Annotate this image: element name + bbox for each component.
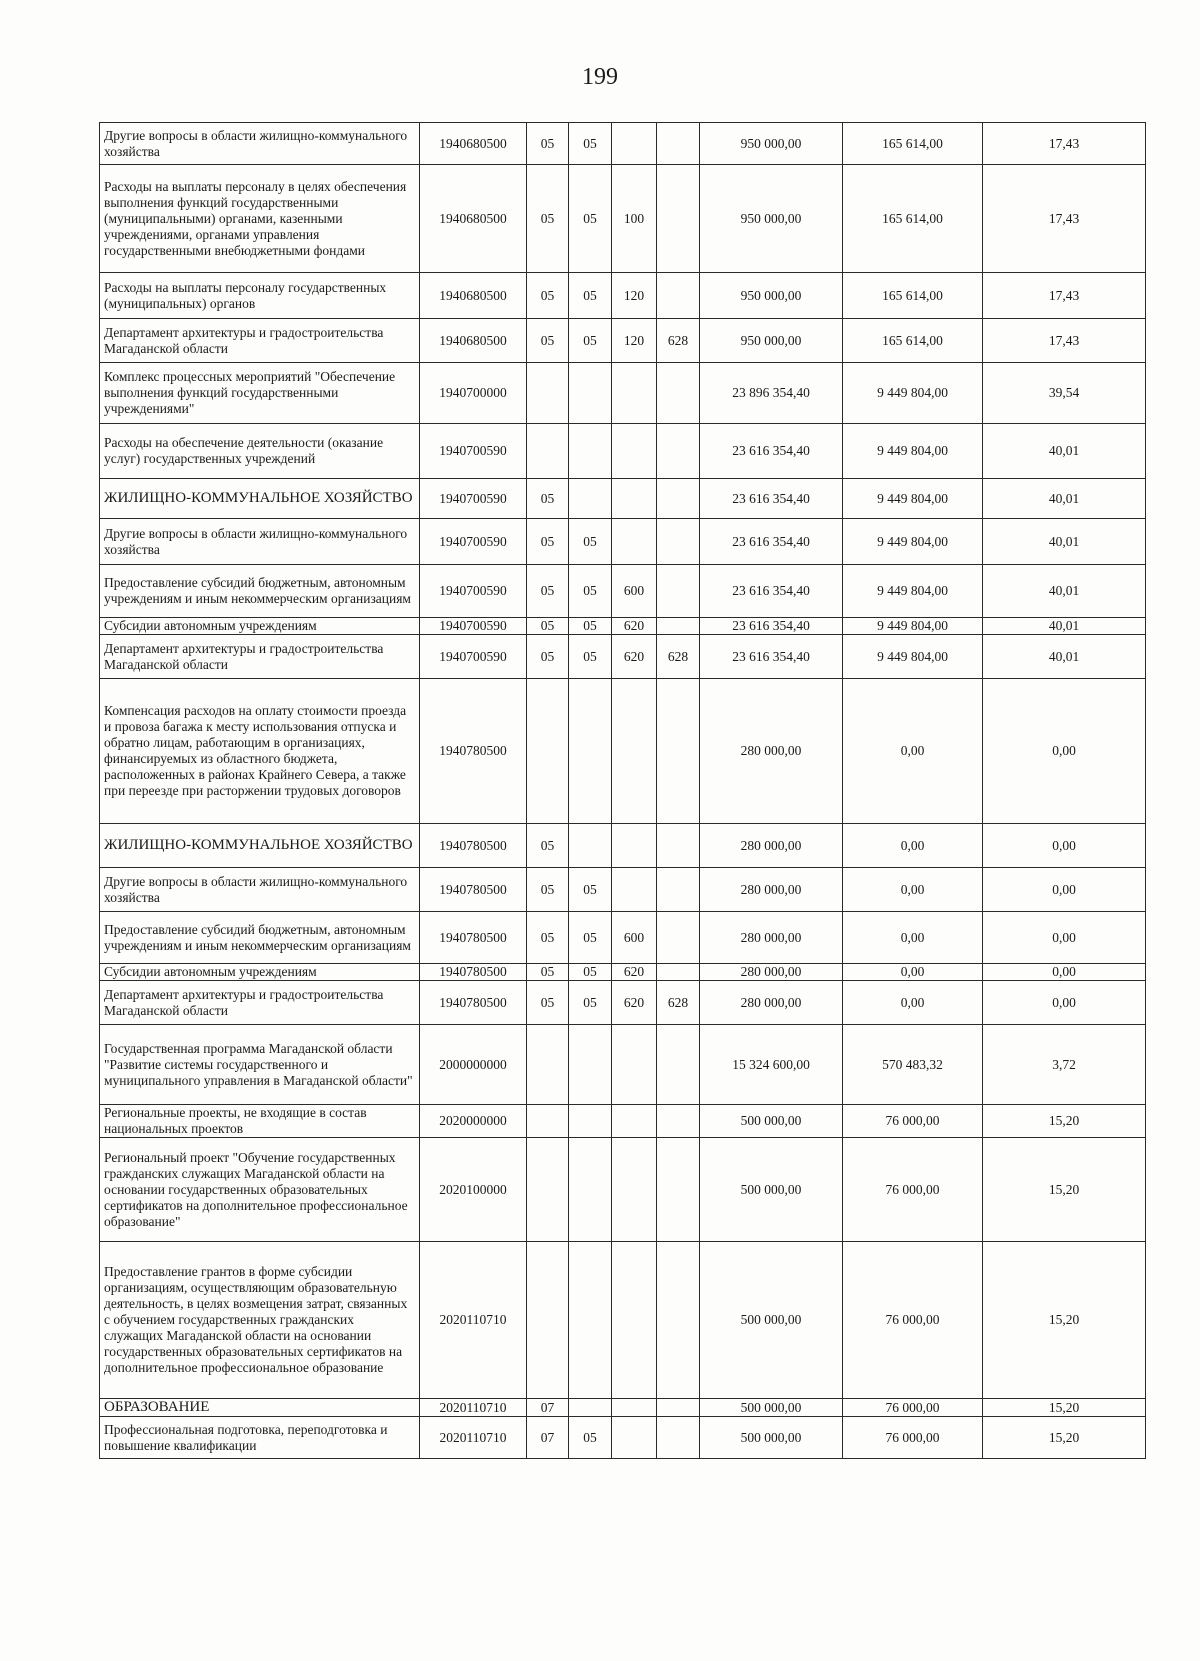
row-target-code: 1940780500 (420, 824, 527, 868)
table-row (100, 868, 1146, 912)
row-fact-amount: 9 449 804,00 (843, 363, 983, 424)
row-section (527, 1242, 569, 1399)
row-name: Комплекс процессных мероприятий "Обеспечение выполнения функций государственными учреждениями" (100, 363, 420, 424)
row-expense-type (612, 479, 657, 519)
row-name: Расходы на выплаты персоналу государственных (муниципальных) органов (100, 273, 420, 319)
row-fact-amount: 165 614,00 (843, 273, 983, 319)
row-admin-code (657, 273, 700, 319)
row-subsection (569, 1105, 612, 1138)
row-subsection (569, 824, 612, 868)
row-percent: 40,01 (983, 635, 1146, 679)
row-percent: 17,43 (983, 273, 1146, 319)
row-fact-amount: 165 614,00 (843, 319, 983, 363)
row-target-code: 2020110710 (420, 1399, 527, 1417)
row-subsection (569, 1399, 612, 1417)
row-fact-amount: 76 000,00 (843, 1105, 983, 1138)
row-subsection: 05 (569, 912, 612, 964)
row-percent: 0,00 (983, 868, 1146, 912)
row-fact-amount: 9 449 804,00 (843, 565, 983, 618)
row-name: Другие вопросы в области жилищно-коммунального хозяйства (100, 123, 420, 165)
row-subsection (569, 479, 612, 519)
row-admin-code (657, 424, 700, 479)
row-admin-code (657, 363, 700, 424)
row-plan-amount: 23 896 354,40 (700, 363, 843, 424)
row-plan-amount: 950 000,00 (700, 165, 843, 273)
row-name: Другие вопросы в области жилищно-коммунального хозяйства (100, 519, 420, 565)
table-row (100, 824, 1146, 868)
row-admin-code (657, 519, 700, 565)
row-section: 05 (527, 319, 569, 363)
table-row (100, 635, 1146, 679)
row-plan-amount: 23 616 354,40 (700, 618, 843, 635)
row-subsection: 05 (569, 565, 612, 618)
row-admin-code (657, 1138, 700, 1242)
row-fact-amount: 76 000,00 (843, 1417, 983, 1459)
row-expense-type (612, 1242, 657, 1399)
row-expense-type: 120 (612, 319, 657, 363)
table-row (100, 273, 1146, 319)
row-name: Предоставление субсидий бюджетным, автономным учреждениям и иным некоммерческим организациям (100, 912, 420, 964)
row-percent: 17,43 (983, 165, 1146, 273)
table-row (100, 319, 1146, 363)
row-subsection (569, 679, 612, 824)
row-fact-amount: 0,00 (843, 981, 983, 1025)
row-section (527, 363, 569, 424)
row-name: Профессиональная подготовка, переподготовка и повышение квалификации (100, 1417, 420, 1459)
row-section: 05 (527, 964, 569, 981)
row-target-code: 1940780500 (420, 981, 527, 1025)
row-expense-type: 620 (612, 981, 657, 1025)
table-row (100, 964, 1146, 981)
row-subsection: 05 (569, 519, 612, 565)
row-subsection (569, 1025, 612, 1105)
row-percent: 0,00 (983, 824, 1146, 868)
row-plan-amount: 23 616 354,40 (700, 424, 843, 479)
row-name: Другие вопросы в области жилищно-коммунального хозяйства (100, 868, 420, 912)
row-target-code: 1940680500 (420, 165, 527, 273)
row-fact-amount: 9 449 804,00 (843, 519, 983, 565)
row-admin-code (657, 1105, 700, 1138)
row-section (527, 1025, 569, 1105)
table-row (100, 165, 1146, 273)
row-fact-amount: 0,00 (843, 912, 983, 964)
row-plan-amount: 280 000,00 (700, 912, 843, 964)
row-admin-code (657, 1399, 700, 1417)
row-percent: 0,00 (983, 981, 1146, 1025)
table-row (100, 1417, 1146, 1459)
row-admin-code: 628 (657, 635, 700, 679)
row-plan-amount: 500 000,00 (700, 1105, 843, 1138)
row-target-code: 1940780500 (420, 964, 527, 981)
row-section: 05 (527, 519, 569, 565)
row-admin-code (657, 1417, 700, 1459)
row-section: 05 (527, 635, 569, 679)
row-percent: 15,20 (983, 1242, 1146, 1399)
row-plan-amount: 280 000,00 (700, 868, 843, 912)
row-expense-type (612, 1105, 657, 1138)
row-subsection: 05 (569, 868, 612, 912)
row-name: Департамент архитектуры и градостроительства Магаданской области (100, 635, 420, 679)
row-name: ЖИЛИЩНО-КОММУНАЛЬНОЕ ХОЗЯЙСТВО (100, 479, 420, 519)
row-expense-type: 620 (612, 964, 657, 981)
row-expense-type: 120 (612, 273, 657, 319)
row-subsection: 05 (569, 319, 612, 363)
row-fact-amount: 0,00 (843, 679, 983, 824)
row-fact-amount: 9 449 804,00 (843, 424, 983, 479)
row-expense-type (612, 824, 657, 868)
row-subsection: 05 (569, 635, 612, 679)
row-percent: 0,00 (983, 679, 1146, 824)
row-admin-code (657, 479, 700, 519)
row-target-code: 1940700590 (420, 424, 527, 479)
table-row (100, 479, 1146, 519)
row-admin-code (657, 1242, 700, 1399)
table-row (100, 565, 1146, 618)
row-plan-amount: 23 616 354,40 (700, 519, 843, 565)
row-target-code: 1940780500 (420, 912, 527, 964)
row-plan-amount: 280 000,00 (700, 981, 843, 1025)
row-percent: 0,00 (983, 912, 1146, 964)
row-subsection (569, 1138, 612, 1242)
row-subsection (569, 1242, 612, 1399)
row-name: Региональный проект "Обучение государственных гражданских служащих Магаданской области на основании государственных образовательных сертификатов на дополнительное профессиональное образование" (100, 1138, 420, 1242)
row-plan-amount: 500 000,00 (700, 1242, 843, 1399)
row-target-code: 1940700590 (420, 519, 527, 565)
row-expense-type (612, 424, 657, 479)
row-subsection: 05 (569, 618, 612, 635)
row-expense-type: 600 (612, 565, 657, 618)
row-section: 07 (527, 1399, 569, 1417)
row-target-code: 2020110710 (420, 1417, 527, 1459)
row-section: 07 (527, 1417, 569, 1459)
row-admin-code (657, 1025, 700, 1105)
row-percent: 40,01 (983, 519, 1146, 565)
row-admin-code (657, 679, 700, 824)
row-fact-amount: 76 000,00 (843, 1242, 983, 1399)
row-target-code: 2020000000 (420, 1105, 527, 1138)
row-fact-amount: 0,00 (843, 964, 983, 981)
row-section: 05 (527, 273, 569, 319)
row-name: Предоставление грантов в форме субсидии организациям, осуществляющим образовательную деятельность, в целях возмещения затрат, связанных с обучением государственных гражданских служащих Магаданской области на основании государственных образовательных сертификатов на дополнительное профессиональное образование (100, 1242, 420, 1399)
row-target-code: 1940700590 (420, 618, 527, 635)
row-section: 05 (527, 565, 569, 618)
row-fact-amount: 9 449 804,00 (843, 479, 983, 519)
row-plan-amount: 500 000,00 (700, 1138, 843, 1242)
row-subsection: 05 (569, 964, 612, 981)
row-plan-amount: 500 000,00 (700, 1399, 843, 1417)
row-target-code: 1940700590 (420, 565, 527, 618)
row-section: 05 (527, 479, 569, 519)
row-admin-code (657, 165, 700, 273)
row-name: Компенсация расходов на оплату стоимости проезда и провоза багажа к месту использования отпуска и обратно лицам, работающим в организациях, финансируемых из областного бюджета, расположенных в районах Крайнего Севера, а также при переезде при расторжении трудовых договоров (100, 679, 420, 824)
row-plan-amount: 500 000,00 (700, 1417, 843, 1459)
row-admin-code (657, 618, 700, 635)
row-admin-code: 628 (657, 981, 700, 1025)
row-target-code: 1940680500 (420, 319, 527, 363)
row-name: Субсидии автономным учреждениям (100, 964, 420, 981)
table-row (100, 1138, 1146, 1242)
row-admin-code (657, 123, 700, 165)
row-target-code: 1940700590 (420, 635, 527, 679)
row-expense-type: 100 (612, 165, 657, 273)
row-fact-amount: 0,00 (843, 868, 983, 912)
row-section: 05 (527, 824, 569, 868)
row-target-code: 1940680500 (420, 273, 527, 319)
row-percent: 3,72 (983, 1025, 1146, 1105)
row-plan-amount: 950 000,00 (700, 123, 843, 165)
row-section (527, 1105, 569, 1138)
table-row (100, 1242, 1146, 1399)
row-name: Государственная программа Магаданской области "Развитие системы государственного и муниципального управления в Магаданской области" (100, 1025, 420, 1105)
row-subsection: 05 (569, 123, 612, 165)
table-row (100, 123, 1146, 165)
row-plan-amount: 23 616 354,40 (700, 479, 843, 519)
row-fact-amount: 9 449 804,00 (843, 635, 983, 679)
row-target-code: 1940700000 (420, 363, 527, 424)
row-expense-type: 600 (612, 912, 657, 964)
row-subsection: 05 (569, 1417, 612, 1459)
row-expense-type (612, 123, 657, 165)
row-fact-amount: 570 483,32 (843, 1025, 983, 1105)
table-row (100, 1105, 1146, 1138)
row-percent: 40,01 (983, 618, 1146, 635)
row-subsection: 05 (569, 981, 612, 1025)
row-percent: 15,20 (983, 1399, 1146, 1417)
row-expense-type (612, 363, 657, 424)
page-number: 199 (582, 64, 618, 90)
row-expense-type (612, 1399, 657, 1417)
row-percent: 15,20 (983, 1138, 1146, 1242)
row-percent: 15,20 (983, 1105, 1146, 1138)
row-plan-amount: 23 616 354,40 (700, 565, 843, 618)
row-target-code: 1940680500 (420, 123, 527, 165)
row-fact-amount: 76 000,00 (843, 1399, 983, 1417)
row-admin-code: 628 (657, 319, 700, 363)
row-target-code: 2020100000 (420, 1138, 527, 1242)
row-target-code: 1940780500 (420, 868, 527, 912)
row-plan-amount: 23 616 354,40 (700, 635, 843, 679)
row-subsection: 05 (569, 273, 612, 319)
row-expense-type (612, 1025, 657, 1105)
row-section (527, 1138, 569, 1242)
row-expense-type (612, 1138, 657, 1242)
row-section: 05 (527, 123, 569, 165)
row-admin-code (657, 868, 700, 912)
row-expense-type (612, 1417, 657, 1459)
row-percent: 39,54 (983, 363, 1146, 424)
row-target-code: 2000000000 (420, 1025, 527, 1105)
row-expense-type: 620 (612, 635, 657, 679)
row-subsection (569, 363, 612, 424)
row-section: 05 (527, 868, 569, 912)
row-plan-amount: 15 324 600,00 (700, 1025, 843, 1105)
row-fact-amount: 165 614,00 (843, 165, 983, 273)
row-target-code: 2020110710 (420, 1242, 527, 1399)
row-name: Предоставление субсидий бюджетным, автономным учреждениям и иным некоммерческим организациям (100, 565, 420, 618)
row-admin-code (657, 824, 700, 868)
row-fact-amount: 0,00 (843, 824, 983, 868)
row-percent: 17,43 (983, 319, 1146, 363)
row-target-code: 1940780500 (420, 679, 527, 824)
row-percent: 0,00 (983, 964, 1146, 981)
row-section (527, 424, 569, 479)
row-name: ЖИЛИЩНО-КОММУНАЛЬНОЕ ХОЗЯЙСТВО (100, 824, 420, 868)
row-expense-type (612, 868, 657, 912)
row-percent: 40,01 (983, 565, 1146, 618)
row-subsection (569, 424, 612, 479)
row-admin-code (657, 964, 700, 981)
row-name: ОБРАЗОВАНИЕ (100, 1399, 420, 1417)
row-target-code: 1940700590 (420, 479, 527, 519)
row-name: Расходы на обеспечение деятельности (оказание услуг) государственных учреждений (100, 424, 420, 479)
row-percent: 40,01 (983, 479, 1146, 519)
row-plan-amount: 950 000,00 (700, 319, 843, 363)
table-row (100, 618, 1146, 635)
row-section: 05 (527, 165, 569, 273)
row-admin-code (657, 912, 700, 964)
row-fact-amount: 9 449 804,00 (843, 618, 983, 635)
row-name: Расходы на выплаты персоналу в целях обеспечения выполнения функций государственными (муниципальными) органами, казенными учреждениями, органами управления государственными внебюджетными фондами (100, 165, 420, 273)
table-row (100, 519, 1146, 565)
row-expense-type (612, 519, 657, 565)
row-name: Департамент архитектуры и градостроительства Магаданской области (100, 319, 420, 363)
row-section: 05 (527, 981, 569, 1025)
table-row (100, 679, 1146, 824)
row-name: Региональные проекты, не входящие в состав национальных проектов (100, 1105, 420, 1138)
table-row (100, 912, 1146, 964)
table-row (100, 1025, 1146, 1105)
row-fact-amount: 165 614,00 (843, 123, 983, 165)
row-section: 05 (527, 912, 569, 964)
row-section (527, 679, 569, 824)
row-percent: 15,20 (983, 1417, 1146, 1459)
row-section: 05 (527, 618, 569, 635)
row-name: Субсидии автономным учреждениям (100, 618, 420, 635)
row-percent: 17,43 (983, 123, 1146, 165)
row-percent: 40,01 (983, 424, 1146, 479)
table-row (100, 424, 1146, 479)
row-expense-type (612, 679, 657, 824)
row-plan-amount: 950 000,00 (700, 273, 843, 319)
row-plan-amount: 280 000,00 (700, 824, 843, 868)
table-row (100, 981, 1146, 1025)
row-plan-amount: 280 000,00 (700, 679, 843, 824)
row-admin-code (657, 565, 700, 618)
row-name: Департамент архитектуры и градостроительства Магаданской области (100, 981, 420, 1025)
budget-table (99, 122, 1146, 1459)
row-plan-amount: 280 000,00 (700, 964, 843, 981)
row-subsection: 05 (569, 165, 612, 273)
table-row (100, 363, 1146, 424)
table-row (100, 1399, 1146, 1417)
row-fact-amount: 76 000,00 (843, 1138, 983, 1242)
row-expense-type: 620 (612, 618, 657, 635)
